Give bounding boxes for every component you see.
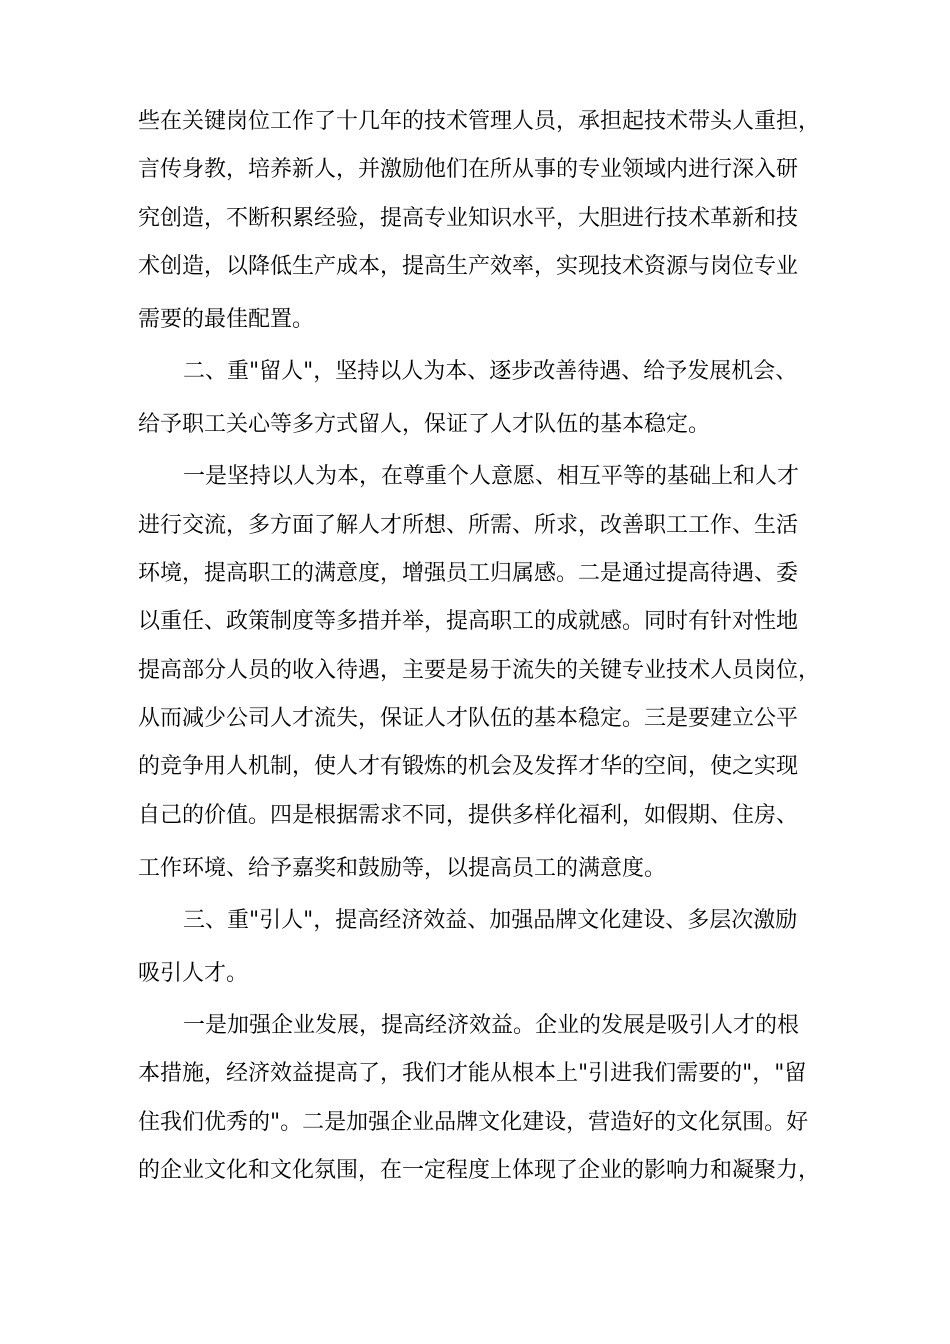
text-line: 的企业文化和文化氛围，在一定程度上体现了企业的影响力和凝聚力， [138,1158,821,1184]
section-heading-line: 给予职工关心等多方式留人，保证了人才队伍的基本稳定。 [138,412,711,438]
text-line: 术创造，以降低生产成本，提高生产效率，实现技术资源与岗位专业 [138,253,799,279]
text-line: 自己的价值。四是根据需求不同，提供多样化福利，如假期、住房、 [138,802,799,828]
text-line: 言传身教，培养新人，并激励他们在所从事的专业领域内进行深入研 [138,157,799,183]
text-line: 以重任、政策制度等多措并举，提高职工的成就感。同时有针对性地 [138,609,799,635]
text-line: 环境，提高职工的满意度，增强员工归属感。二是通过提高待遇、委 [138,561,799,587]
text-line: 的竞争用人机制，使人才有锻炼的机会及发挥才华的空间，使之实现 [138,754,799,780]
section-heading-line: 三、重"引人"，提高经济效益、加强品牌文化建设、多层次激励 [183,907,798,933]
text-line: 从而减少公司人才流失，保证人才队伍的基本稳定。三是要建立公平 [138,705,799,731]
section-heading-line: 二、重"留人"，坚持以人为本、逐步改善待遇、给予发展机会、 [183,359,798,385]
text-line: 究创造，不断积累经验，提高专业知识水平，大胆进行技术革新和技 [138,205,799,231]
text-line: 住我们优秀的"。二是加强企业品牌文化建设，营造好的文化氛围。好 [138,1109,809,1135]
text-line: 一是坚持以人为本，在尊重个人意愿、相互平等的基础上和人才 [183,464,800,490]
text-line: 工作环境、给予嘉奖和鼓励等，以提高员工的满意度。 [138,855,667,881]
text-line: 提高部分人员的收入待遇，主要是易于流失的关键专业技术人员岗位， [138,657,821,683]
text-line: 需要的最佳配置。 [138,307,315,333]
text-line: 一是加强企业发展，提高经济效益。企业的发展是吸引人才的根 [183,1013,800,1039]
body-text [138,98,830,1195]
text-line: 进行交流，多方面了解人才所想、所需、所求，改善职工工作、生活 [138,512,799,538]
section-heading-line: 吸引人才。 [138,961,249,987]
text-line: 些在关键岗位工作了十几年的技术管理人员，承担起技术带头人重担， [138,109,821,134]
text-line: 本措施，经济效益提高了，我们才能从根本上"引进我们需要的"，"留 [138,1061,807,1087]
